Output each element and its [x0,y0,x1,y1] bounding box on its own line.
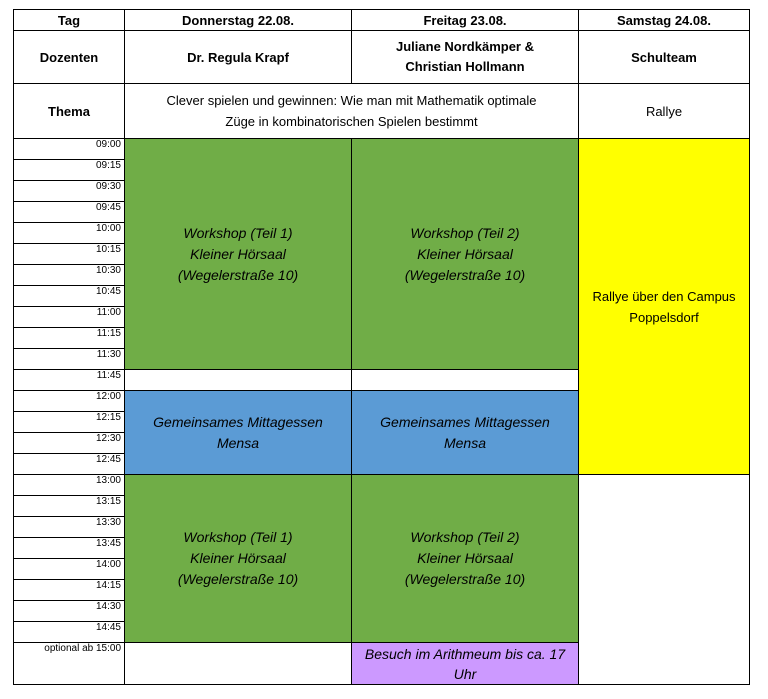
dozenten-label: Dozenten [14,31,125,84]
time-label: 10:30 [14,265,125,286]
workshop-title: Workshop (Teil 2) [410,224,520,241]
time-label: 10:15 [14,244,125,265]
arithmeum-line2: Uhr [453,665,477,682]
workshop-address: (Wegelerstraße 10) [404,266,526,283]
thema-label: Thema [14,84,125,139]
time-label: 10:45 [14,286,125,307]
time-label: 11:45 [14,370,125,391]
time-label: 13:45 [14,538,125,559]
arithmeum-visit [352,643,579,685]
lunch-fri [352,391,579,475]
dozent-day3: Schulteam [579,31,750,84]
time-label: 10:00 [14,223,125,244]
time-label: 12:30 [14,433,125,454]
time-label: 14:30 [14,601,125,622]
rallye-location: Poppelsdorf [629,309,699,325]
time-label: 14:45 [14,622,125,643]
time-label: 11:30 [14,349,125,370]
day2-header: Freitag 23.08. [352,10,579,31]
time-label: 09:15 [14,160,125,181]
workshop-room: Kleiner Hörsaal [190,245,286,262]
time-label: 14:00 [14,559,125,580]
time-label: 12:00 [14,391,125,412]
lunch-location: Mensa [216,434,260,451]
time-label: 09:30 [14,181,125,202]
optional-label: optional ab 15:00 [14,643,125,685]
rallye-title: Rallye über den Campus [592,288,736,304]
empty-cell [579,475,750,685]
workshop-room: Kleiner Hörsaal [417,245,513,262]
rallye-block [579,139,750,475]
schedule-table [13,9,750,685]
workshop-room: Kleiner Hörsaal [417,550,513,566]
dozent-day2-line2: Christian Hollmann [405,59,525,74]
workshop-room: Kleiner Hörsaal [190,550,286,566]
dozent-day1: Dr. Regula Krapf [125,31,352,84]
workshop-title: Workshop (Teil 1) [183,529,293,545]
workshop-fri-am [352,139,579,370]
tag-header: Tag [14,10,125,31]
lunch-location: Mensa [443,434,487,451]
time-label: 12:15 [14,412,125,433]
thema-day3: Rallye [579,84,750,139]
time-label: 13:15 [14,496,125,517]
empty-cell [352,370,579,391]
thema-day12 [125,84,579,139]
time-label: 09:00 [14,139,125,160]
workshop-thu-pm [125,475,352,643]
workshop-address: (Wegelerstraße 10) [177,571,299,587]
workshop-title: Workshop (Teil 1) [183,224,293,241]
lunch-title: Gemeinsames Mittagessen [380,413,550,430]
time-label: 14:15 [14,580,125,601]
workshop-fri-pm [352,475,579,643]
workshop-title: Workshop (Teil 2) [410,529,520,545]
time-label: 13:30 [14,517,125,538]
arithmeum-line1: Besuch im Arithmeum bis ca. 17 [364,645,566,662]
workshop-thu-am [125,139,352,370]
empty-cell [125,370,352,391]
time-label: 12:45 [14,454,125,475]
workshop-address: (Wegelerstraße 10) [404,571,526,587]
empty-cell [125,643,352,685]
dozent-day2-line1: Juliane Nordkämper & [396,39,534,54]
lunch-title: Gemeinsames Mittagessen [153,413,323,430]
lunch-thu [125,391,352,475]
thema-line2: Züge in kombinatorischen Spielen bestimmt [225,114,478,129]
time-label: 11:15 [14,328,125,349]
time-label: 09:45 [14,202,125,223]
time-label: 11:00 [14,307,125,328]
workshop-address: (Wegelerstraße 10) [177,266,299,283]
time-label: 13:00 [14,475,125,496]
day3-header: Samstag 24.08. [579,10,750,31]
dozent-day2 [352,31,579,84]
day1-header: Donnerstag 22.08. [125,10,352,31]
thema-line1: Clever spielen und gewinnen: Wie man mit Mathematik optimale [166,93,537,108]
